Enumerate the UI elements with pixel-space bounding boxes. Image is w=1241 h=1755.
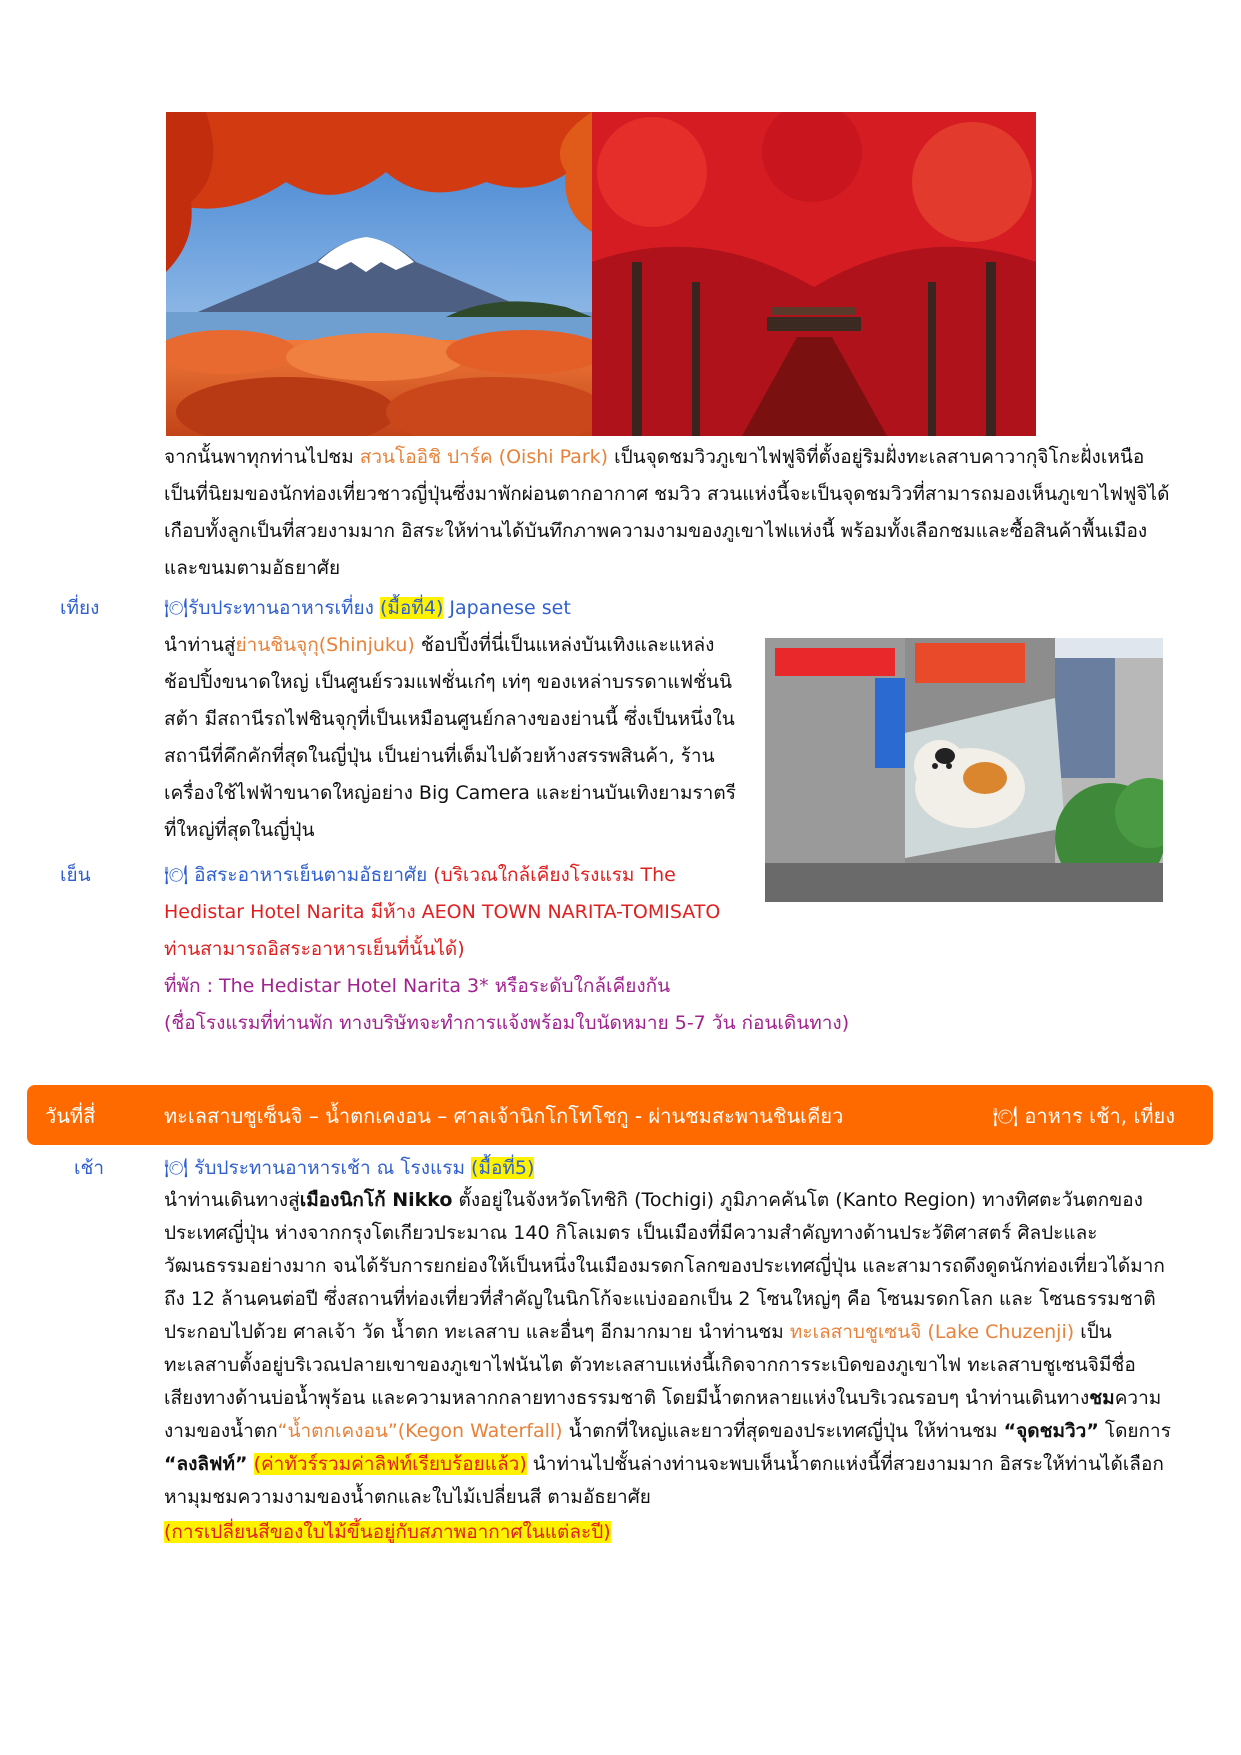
kegon-waterfall-name: “น้ำตกเคงอน”(Kegon Waterfall) (277, 1420, 563, 1442)
breakfast-meal-number: (มื้อที่5) (471, 1157, 535, 1179)
lunch-meal-number: (มื้อที่4) (380, 597, 444, 619)
oishi-park-name: สวนโออิชิ ปาร์ค (Oishi Park) (359, 446, 609, 468)
nikko-paragraph: นำท่านเดินทางสู่เมืองนิกโก้ Nikko ตั้งอยู่ในจังหวัดโทชิกิ (Tochigi) ภูมิภาคคันโต (Kanto Region) ทางทิศตะวันตกของ ประเทศญี่ปุ่น ห่างจากกรุงโตเกียวประมาณ 140 กิโลเมตร เป็นเมืองที่มีความสำคัญทางด้านประวัติศาสตร์ ศิลปะและวัฒนธรรมอย่างมาก จนได้รับการยกย่องให้เป็นหนึ่งในเมืองมรดกโลกของประเทศญี่ปุ่น และสามารถดึงดูดนักท่องเที่ยวได้มากถึง 12 ล้านคนต่อปี ซึ่งสถานที่ท่องเที่ยวที่สำคัญในนิกโก้จะแบ่งออกเป็น 2 โซนใหญ่ๆ คือ โซนมรดกโลก และ โซนธรรมชาติ ประกอบไปด้วย ศาลเจ้า วัด น้ำตก ทะเลสาบ และอื่นๆ อีกมากมาย นำท่านชม ทะเลสาบชูเซนจิ (Lake Chuzenji) เป็นทะเลสาบตั้งอยู่บริเวณปลายเขาของภูเขาไฟนันไต ตัวทะเลสาบแห่งนี้เกิดจากการระเบิดของภูเขาไฟ ทะเลสาบชูเซนจิมีชื่อเสียงทางด้านบ่อน้ำพุร้อน และความหลากกลายทางธรรมชาติ โดยมีน้ำตกหลายแห่งในบริเวณรอบๆ นำท่านเดินทางชมความงามของน้ำตก“น้ำตกเคงอน”(Kegon Waterfall) น้ำตกที่ใหญ่และยาวที่สุดของประเทศญี่ปุ่น ให้ท่านชม “จุดชมวิว” โดยการ “ลงลิฟท์” (ค่าทัวร์รวมค่าลิฟท์เรียบร้อยแล้ว) นำท่านไปชั้นล่างท่านจะพบเห็นน้ำตกแห่งนี้ที่สวยงามมาก อิสระให้ท่านได้เลือกหามุมชมความงามของน้ำตกและใบไม้เปลี่ยนสี ตามอัธยาศัย (164, 1189, 1171, 1508)
lunch-time-label: เที่ยง (60, 597, 100, 619)
lunch-line: 🍽รับประทานอาหารเที่ยง (มื้อที่4) Japanese set (164, 597, 571, 619)
hotel-note: (ชื่อโรงแรมที่ท่านพัก ทางบริษัทจะทำการแจ้งพร้อมใบนัดหมาย 5-7 วัน ก่อนเดินทาง) (164, 1012, 850, 1034)
dinner-time-label: เย็น (60, 864, 91, 886)
lift-included-note: (ค่าทัวร์รวมค่าลิฟท์เรียบร้อยแล้ว) (253, 1453, 527, 1475)
lake-chuzenji-name: ทะเลสาบชูเซนจิ (Lake Chuzenji) (789, 1321, 1075, 1343)
shinjuku-name: ย่านชินจุกุ(Shinjuku) (235, 634, 415, 656)
day-route: ทะเลสาบชูเซ็นจิ – น้ำตกเคงอน – ศาลเจ้านิกโกโทโชกู - ผ่านชมสะพานชินเคียว (164, 1104, 844, 1128)
dinner-paragraph: 🍽 อิสระอาหารเย็นตามอัธยาศัย (บริเวณใกล้เคียงโรงแรม The Hedistar Hotel Narita มีห้าง AEON TOWN NARITA-TOMISATO ท่านสามารถอิสระอาหารเย็นที่นั้นได้) (164, 864, 721, 960)
day-label: วันที่สี่ (45, 1104, 96, 1128)
shinjuku-cat-billboard-photo (765, 638, 1163, 902)
shinjuku-paragraph: นำท่านสู่ย่านชินจุกุ(Shinjuku) ช้อปปิ้งที่นี่เป็นแหล่งบันเทิงและแหล่งช้อปปิ้งขนาดใหญ่ เป็นศูนย์รวมแฟชั่นเก๋ๆ เท่ๆ ของเหล่าบรรดาแฟชั่นนิสต้า มีสถานีรถไฟชินจุกุที่เป็นเหมือนศูนย์กลางของย่านนี้ ซึ่งเป็นหนึ่งในสถานีที่คึกคักที่สุดในญี่ปุ่น เป็นย่านที่เต็มไปด้วยห้างสรรพสินค้า, ร้านเครื่องใช้ไฟฟ้าขนาดใหญ่อย่าง Big Camera และย่านบันเทิงยามราตรีที่ใหญ่ที่สุดในญี่ปุ่น (164, 634, 736, 841)
fuji-photo (166, 112, 592, 436)
oishi-park-paragraph: จากนั้นพาทุกท่านไปชม สวนโออิชิ ปาร์ค (Oishi Park) เป็นจุดชมวิวภูเขาไฟฟูจิที่ตั้งอยู่ริมฝั่งทะเลสาบคาวากุจิโกะฝั่งเหนือ เป็นที่นิยมของนักท่องเที่ยวชาวญี่ปุ่นซึ่งมาพักผ่อนตากอากาศ ชมวิว สวนแห่งนี้จะเป็นจุดชมวิวที่สามารถมองเห็นภูเขาไฟฟูจิได้เกือบทั้งลูกเป็นที่สวยงามมาก อิสระให้ท่านได้บันทึกภาพความงามของภูเขาไฟแห่งนี้ พร้อมทั้งเลือกชมและซื้อสินค้าพื้นเมืองและขนมตามอัธยาศัย (164, 446, 1170, 579)
maple-tunnel-photo (592, 112, 1036, 436)
hotel-line: ที่พัก : The Hedistar Hotel Narita 3* หรือระดับใกล้เคียงกัน (164, 975, 671, 997)
breakfast-time-label: เช้า (74, 1157, 105, 1179)
foliage-note: (การเปลี่ยนสีของใบไม้ขึ้นอยู่กับสภาพอากาศในแต่ละปี) (164, 1521, 611, 1543)
day-meals: 🍽 อาหาร เช้า, เที่ยง (992, 1104, 1175, 1128)
dinner-note: (บริเวณใกล้เคียงโรงแรม The Hedistar Hotel Narita มีห้าง AEON TOWN NARITA-TOMISATO ท่านสามารถอิสระอาหารเย็นที่นั้นได้) (164, 864, 721, 960)
day-header-bar (27, 1085, 1213, 1145)
breakfast-line: 🍽 รับประทานอาหารเช้า ณ โรงแรม (มื้อที่5) (164, 1157, 535, 1179)
